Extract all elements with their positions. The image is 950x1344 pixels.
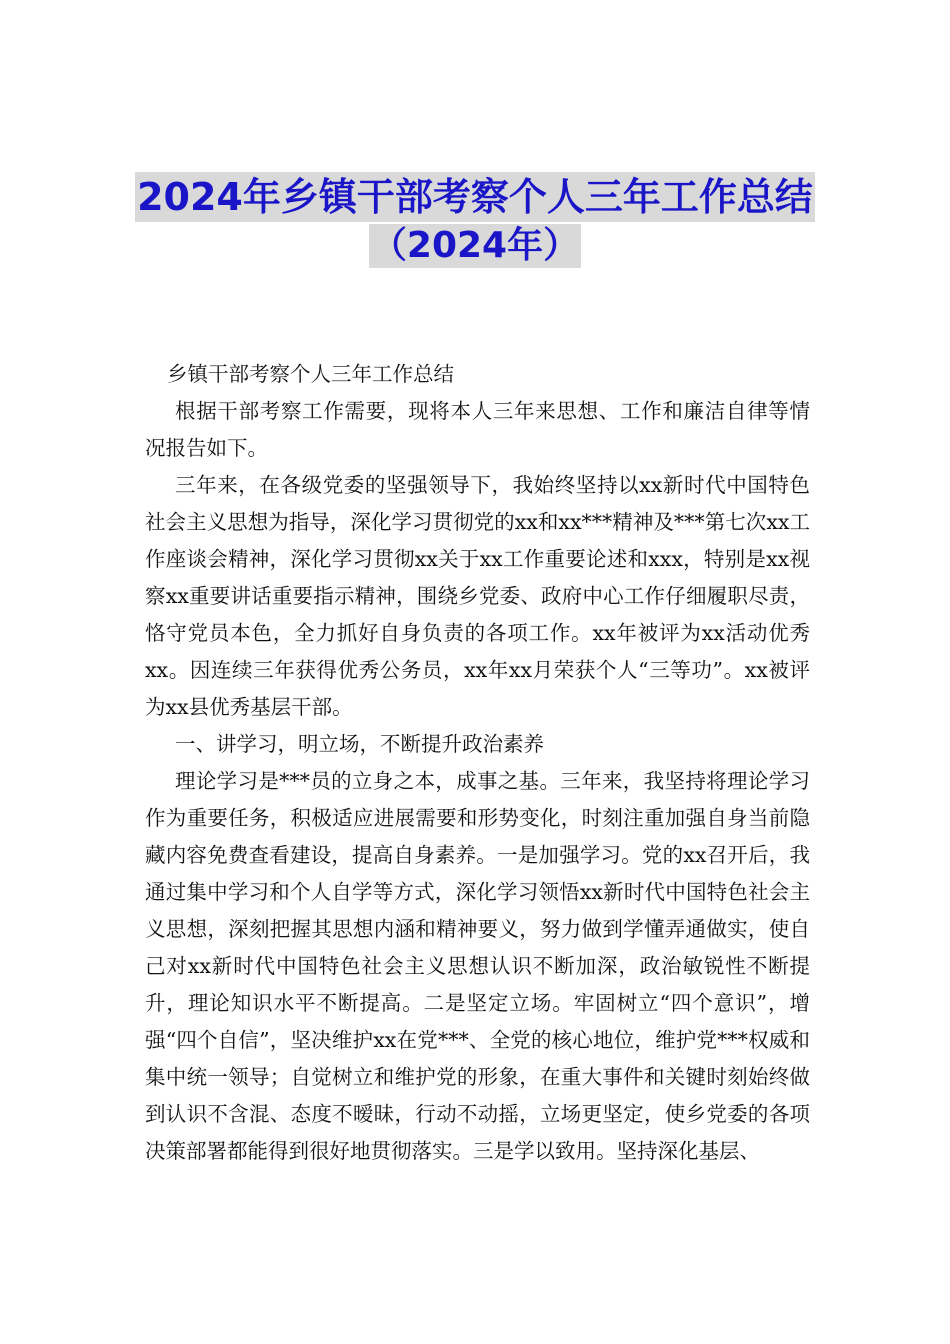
paragraph: 根据干部考察工作需要，现将本人三年来思想、工作和廉洁自律等情况报告如下。 (145, 399, 810, 460)
title-line-1: 2024年乡镇干部考察个人三年工作总结 (135, 172, 815, 222)
paragraph: 三年来，在各级党委的坚强领导下，我始终坚持以xx新时代中国特色社会主义思想为指导，深化学习贯彻党的xx和xx***精神及***第七次xx工作座谈会精神，深化学习贯彻xx关于xx工作重要论述和xxx，特别是xx视察xx重要讲话重要指示精神，围绕乡党委、政府中心工作仔细履职尽责，恪守党员本色，全力抓好自身负责的各项工作。xx年被评为xx活动优秀xx。因连续三年获得优秀公务员，xx年xx月荣获个人“三等功”。xx被评为xx县优秀基层干部。 (145, 473, 810, 719)
title-line-2: （2024年） (370, 225, 580, 266)
paragraph: 理论学习是***员的立身之本，成事之基。三年来，我坚持将理论学习作为重要任务，积极适应进展需要和形势变化，时刻注重加强自身当前隐藏内容免费查看建设，提高自身素养。一是加强学习。党的xx召开后，我通过集中学习和个人自学等方式，深化学习领悟xx新时代中国特色社会主义思想，深刻把握其思想内涵和精神要义，努力做到学懂弄通做实，使自己对xx新时代中国特色社会主义思想认识不断加深，政治敏锐性不断提升，理论知识水平不断提高。二是坚定立场。牢固树立“四个意识”，增强“四个自信”，坚决维护xx在党***、全党的核心地位，维护党***权威和集中统一领导；自觉树立和维护党的形象，在重大事件和关键时刻始终做到认识不含混、态度不暧昧，行动不动摇，立场更坚定，使乡党委的各项决策部署都能得到很好地贯彻落实。三是学以致用。坚持深化基层、 (145, 769, 810, 1163)
document-body (145, 356, 810, 1170)
section-heading: 乡镇干部考察个人三年工作总结 (167, 362, 454, 386)
document-title (0, 172, 950, 276)
section-heading: 一、讲学习，明立场，不断提升政治素养 (175, 732, 544, 756)
